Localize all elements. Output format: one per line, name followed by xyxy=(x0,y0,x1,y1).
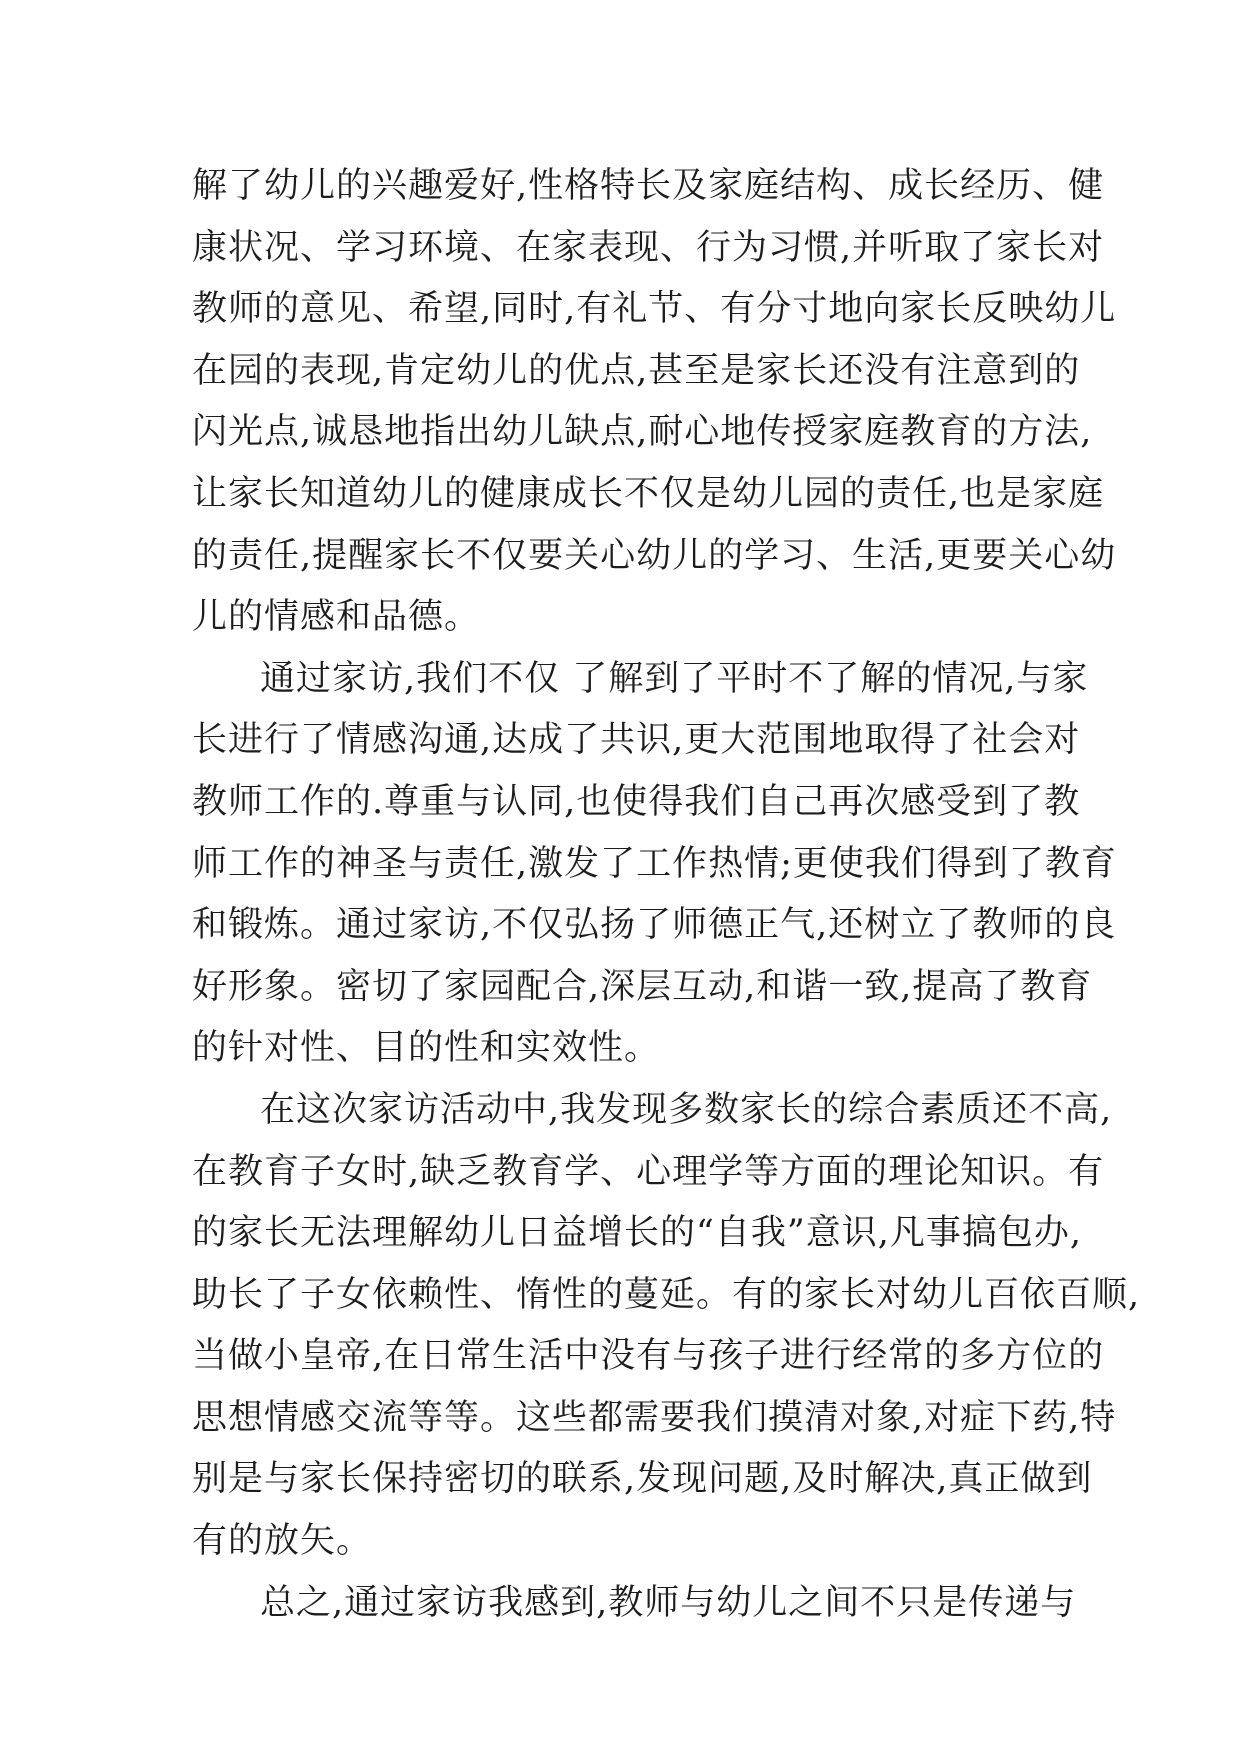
text-line: 康状况、学习环境、在家表现、行为习惯,并听取了家长对 xyxy=(192,227,1105,268)
text-line: 教师工作的.尊重与认同,也使得我们自己再次感受到了教 xyxy=(192,781,1081,822)
paragraph-first-line: 在这次家访活动中,我发现多数家长的综合素质还不高, xyxy=(260,1089,1113,1130)
text-line: 闪光点,诚恳地指出幼儿缺点,耐心地传授家庭教育的方法, xyxy=(192,412,1093,453)
text-line: 在教育子女时,缺乏教育学、心理学等方面的理论知识。有 xyxy=(192,1151,1105,1192)
text-line: 在园的表现,肯定幼儿的优点,甚至是家长还没有注意到的 xyxy=(192,350,1081,391)
paragraph-first-line: 总之,通过家访我感到,教师与幼儿之间不只是传递与 xyxy=(260,1582,1077,1623)
text-line: 别是与家长保持密切的联系,发现问题,及时解决,真正做到 xyxy=(192,1459,1093,1500)
text-line: 的家长无法理解幼儿日益增长的“自我”意识,凡事搞包办, xyxy=(192,1213,1083,1254)
text-line: 师工作的神圣与责任,激发了工作热情;更使我们得到了教育 xyxy=(192,843,1117,884)
text-line: 让家长知道幼儿的健康成长不仅是幼儿园的责任,也是家庭 xyxy=(192,473,1105,514)
text-line: 助长了子女依赖性、惰性的蔓延。有的家长对幼儿百依百顺, xyxy=(192,1274,1141,1315)
text-line: 当做小皇帝,在日常生活中没有与孩子进行经常的多方位的 xyxy=(192,1336,1105,1377)
text-line: 的责任,提醒家长不仅要关心幼儿的学习、生活,更要关心幼 xyxy=(192,535,1117,576)
text-line: 好形象。密切了家园配合,深层互动,和谐一致,提高了教育 xyxy=(192,966,1093,1007)
text-line: 和锻炼。通过家访,不仅弘扬了师德正气,还树立了教师的良 xyxy=(192,905,1117,946)
text-line: 有的放矢。 xyxy=(192,1521,373,1562)
paragraph-first-line: 通过家访,我们不仅 了解到了平时不了解的情况,与家 xyxy=(260,658,1089,699)
body-text xyxy=(192,156,1141,1634)
text-line: 长进行了情感沟通,达成了共识,更大范围地取得了社会对 xyxy=(192,720,1081,761)
text-line: 的针对性、目的性和实效性。 xyxy=(192,1028,661,1069)
text-line: 解了幼儿的兴趣爱好,性格特长及家庭结构、成长经历、健 xyxy=(192,166,1105,206)
text-line: 思想情感交流等等。这些都需要我们摸清对象,对症下药,特 xyxy=(192,1397,1117,1438)
text-line: 儿的情感和品德。 xyxy=(192,597,481,638)
text-line: 教师的意见、希望,同时,有礼节、有分寸地向家长反映幼儿 xyxy=(192,289,1117,330)
